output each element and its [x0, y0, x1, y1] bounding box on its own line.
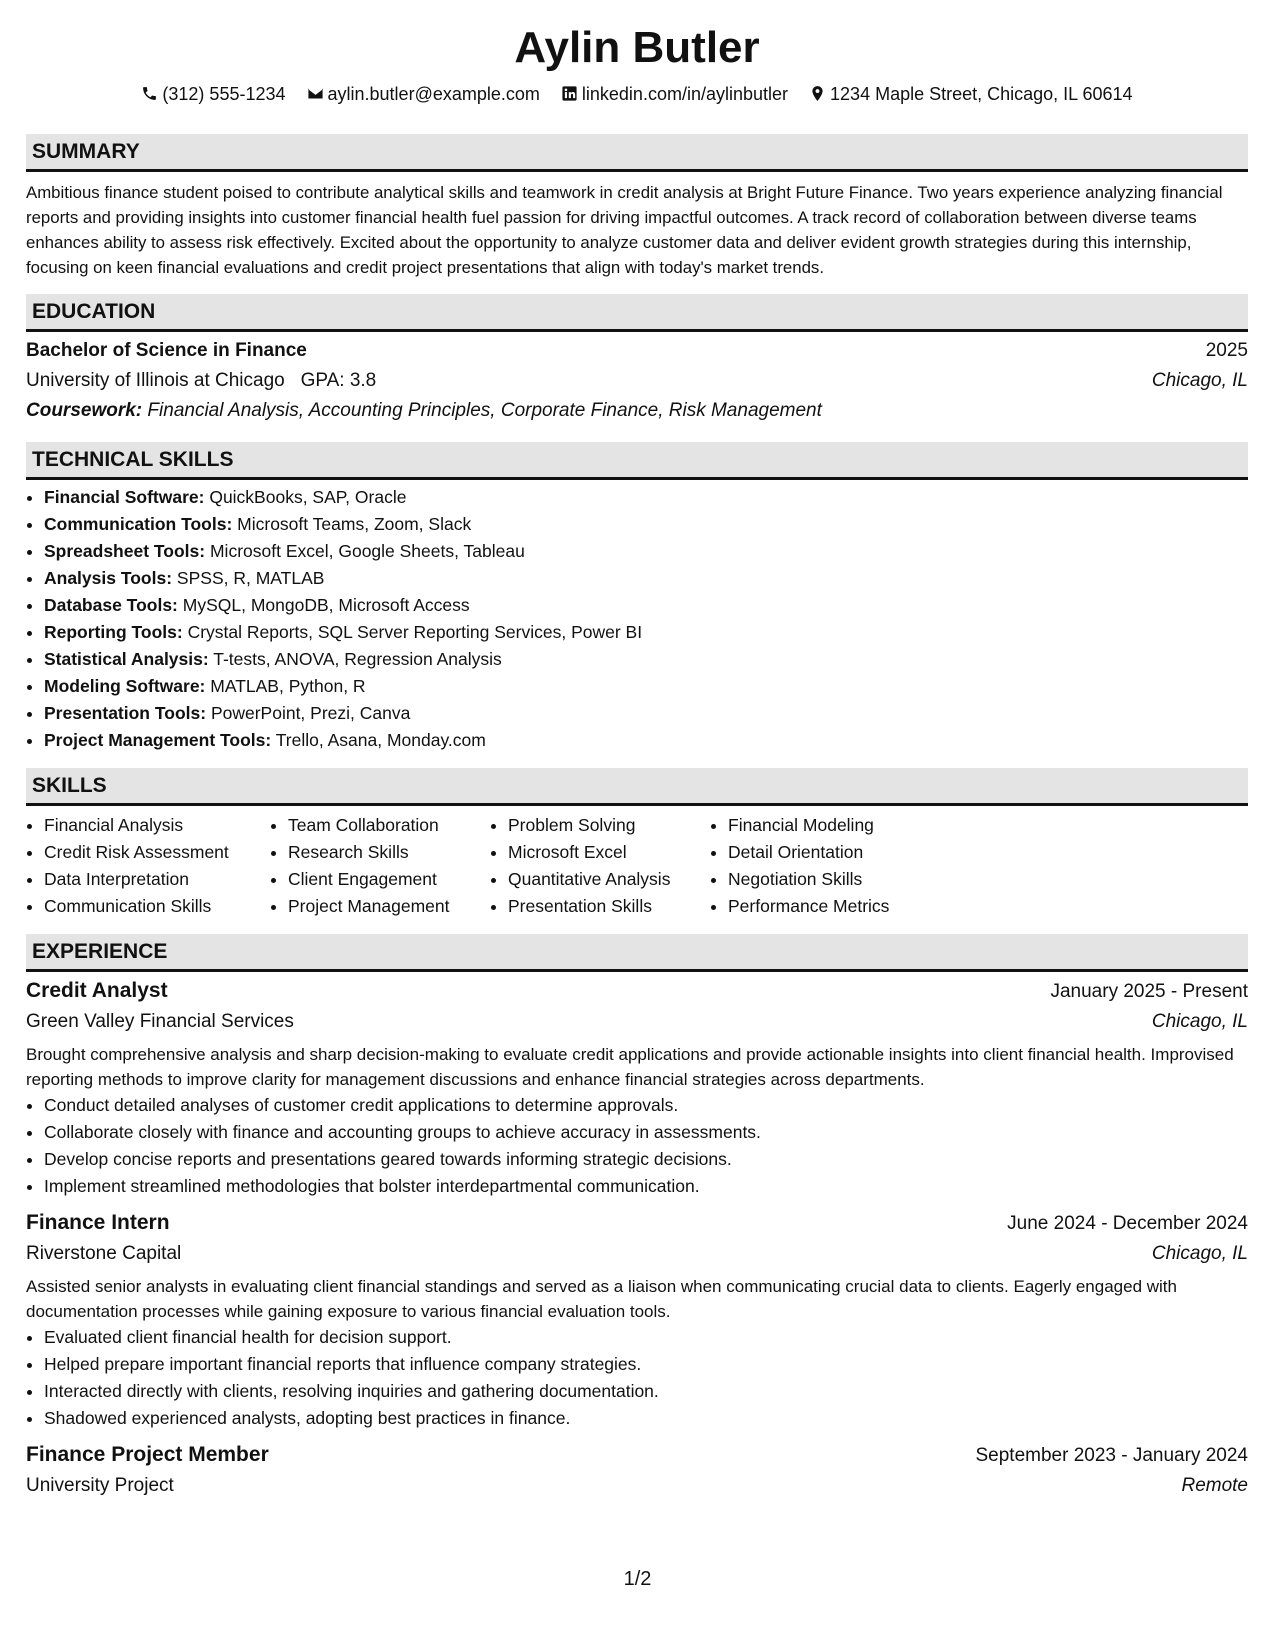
list-item [44, 538, 1248, 565]
skill-category: Financial Software: [44, 487, 205, 507]
list-item: • Collaborate closely with finance and accounting groups to achieve accuracy in assessments. [44, 1119, 1248, 1146]
phone-text: (312) 555-1234 [162, 84, 286, 104]
list-item: • Financial Analysis [44, 812, 288, 839]
company-name: Green Valley Financial Services [26, 1011, 294, 1032]
list-item [44, 646, 1248, 673]
contact-address [809, 80, 1133, 108]
job-dates: June 2024 - December 2024 [1007, 1213, 1248, 1234]
list-item: • Evaluated client financial health for decision support. [44, 1324, 1248, 1351]
list-item: • Quantitative Analysis [508, 866, 728, 893]
linkedin-icon [561, 85, 578, 102]
job-location: Chicago, IL [1151, 1243, 1248, 1264]
list-item: • Interacted directly with clients, resolving inquiries and gathering documentation. [44, 1378, 1248, 1405]
experience-heading: EXPERIENCE [26, 934, 1248, 972]
school-location: Chicago, IL [1151, 370, 1248, 391]
email-text: aylin.butler@example.com [327, 84, 540, 104]
skill-values: SPSS, R, MATLAB [176, 568, 325, 588]
coursework-label: Coursework: [26, 400, 143, 421]
skill-values: Trello, Asana, Monday.com [275, 730, 486, 750]
list-item: • Microsoft Excel [508, 839, 728, 866]
contact-linkedin[interactable] [561, 80, 788, 108]
skill-category: Database Tools: [44, 595, 178, 615]
list-item: • Team Collaboration [288, 812, 508, 839]
coursework-list: Financial Analysis, Accounting Principles, Corporate Finance, Risk Management [147, 400, 822, 421]
skills-heading: SKILLS [26, 768, 1248, 806]
list-item [44, 484, 1248, 511]
list-item: • Negotiation Skills [728, 866, 948, 893]
skill-category: Statistical Analysis: [44, 649, 209, 669]
skill-values: QuickBooks, SAP, Oracle [209, 487, 407, 507]
skill-category: Modeling Software: [44, 676, 206, 696]
skill-category: Spreadsheet Tools: [44, 541, 206, 561]
skill-values: Microsoft Excel, Google Sheets, Tableau [209, 541, 525, 561]
job-description: Brought comprehensive analysis and sharp decision-making to evaluate credit applications and provide actionable insights into client financial health. Improvised reporting methods to improve clarity for management discussions and enhance financial strategies across departments. [26, 1045, 1234, 1089]
list-item: • Implement streamlined methodologies that bolster interdepartmental communication. [44, 1173, 1248, 1200]
job-entry-project-member [26, 1440, 1248, 1501]
job-entry-finance-intern [26, 1208, 1248, 1432]
skill-values: T-tests, ANOVA, Regression Analysis [213, 649, 502, 669]
job-title: Finance Project Member [26, 1443, 269, 1466]
summary-text: Ambitious finance student poised to contribute analytical skills and teamwork in credit analysis at Bright Future Finance. Two years experience analyzing financial reports and providing insights into customer financial health fuel passion for driving impactful outcomes. A track record of collaboration between diverse teams enhances ability to assess risk effectively. Excited about the opportunity to analyze customer data and deliver evident growth strategies during this internship, focusing on keen financial evaluations and credit project presentations that align with today's market trends. [26, 183, 1223, 277]
list-item: • Performance Metrics [728, 893, 948, 920]
contact-bar [26, 80, 1248, 108]
list-item: • Shadowed experienced analysts, adopting best practices in finance. [44, 1405, 1248, 1432]
candidate-name: Aylin Butler [514, 23, 760, 72]
skills-column-4 [728, 812, 948, 920]
graduation-year: 2025 [1205, 340, 1248, 361]
skills-column-1 [44, 812, 288, 920]
gpa: GPA: 3.8 [300, 370, 377, 391]
skill-category: Analysis Tools: [44, 568, 173, 588]
job-dates: September 2023 - January 2024 [975, 1445, 1248, 1466]
resume-page [26, 18, 1248, 1501]
list-item: • Project Management [288, 893, 508, 920]
skill-values: Crystal Reports, SQL Server Reporting Services, Power BI [187, 622, 643, 642]
map-pin-icon [809, 85, 826, 102]
list-item [44, 565, 1248, 592]
list-item: • Communication Skills [44, 893, 288, 920]
degree-title: Bachelor of Science in Finance [26, 340, 307, 361]
list-item: • Data Interpretation [44, 866, 288, 893]
skill-values: Microsoft Teams, Zoom, Slack [237, 514, 472, 534]
skill-values: MySQL, MongoDB, Microsoft Access [182, 595, 470, 615]
list-item [44, 727, 1248, 754]
list-item [44, 700, 1248, 727]
list-item: • Research Skills [288, 839, 508, 866]
summary-heading: SUMMARY [26, 134, 1248, 172]
list-item [44, 673, 1248, 700]
skill-values: PowerPoint, Prezi, Canva [210, 703, 411, 723]
education-entry [26, 336, 1248, 426]
list-item: • Presentation Skills [508, 893, 728, 920]
address-text: 1234 Maple Street, Chicago, IL 60614 [830, 84, 1133, 104]
list-item [44, 511, 1248, 538]
envelope-icon [307, 85, 324, 102]
phone-icon [141, 85, 158, 102]
skill-category: Presentation Tools: [44, 703, 207, 723]
list-item: • Helped prepare important financial reports that influence company strategies. [44, 1351, 1248, 1378]
skill-category: Reporting Tools: [44, 622, 183, 642]
skills-column-3 [508, 812, 728, 920]
school-line [26, 366, 376, 396]
company-name: Riverstone Capital [26, 1243, 182, 1264]
job-bullets [26, 1092, 1248, 1200]
technical-skills-list [26, 484, 1248, 754]
job-location: Remote [1181, 1475, 1248, 1496]
job-entry-credit-analyst [26, 976, 1248, 1200]
linkedin-text: linkedin.com/in/aylinbutler [581, 84, 789, 104]
contact-phone [141, 80, 285, 108]
page-number: 1/2 [623, 1568, 652, 1590]
job-location: Chicago, IL [1151, 1011, 1248, 1032]
technical-skills-heading: TECHNICAL SKILLS [26, 442, 1248, 480]
list-item: • Conduct detailed analyses of customer credit applications to determine approvals. [44, 1092, 1248, 1119]
company-name: University Project [26, 1475, 174, 1496]
skill-values: MATLAB, Python, R [210, 676, 366, 696]
list-item [44, 592, 1248, 619]
skill-category: Communication Tools: [44, 514, 233, 534]
job-title: Credit Analyst [26, 979, 168, 1002]
skills-column-2 [288, 812, 508, 920]
coursework-line [26, 396, 1248, 426]
list-item: • Develop concise reports and presentations geared towards informing strategic decisions. [44, 1146, 1248, 1173]
list-item: • Detail Orientation [728, 839, 948, 866]
list-item: • Client Engagement [288, 866, 508, 893]
list-item [44, 619, 1248, 646]
job-title: Finance Intern [26, 1211, 170, 1234]
skills-grid [26, 812, 1248, 920]
school-name: University of Illinois at Chicago [26, 370, 285, 391]
contact-email[interactable] [307, 80, 540, 108]
list-item: • Financial Modeling [728, 812, 948, 839]
job-description: Assisted senior analysts in evaluating client financial standings and served as a liaison when communicating crucial data to clients. Eagerly engaged with documentation processes while gaining exposure to various financial evaluation tools. [26, 1277, 1177, 1321]
job-bullets [26, 1324, 1248, 1432]
list-item: • Credit Risk Assessment [44, 839, 288, 866]
skill-category: Project Management Tools: [44, 730, 272, 750]
job-dates: January 2025 - Present [1050, 981, 1248, 1002]
education-heading: EDUCATION [26, 294, 1248, 332]
list-item: • Problem Solving [508, 812, 728, 839]
